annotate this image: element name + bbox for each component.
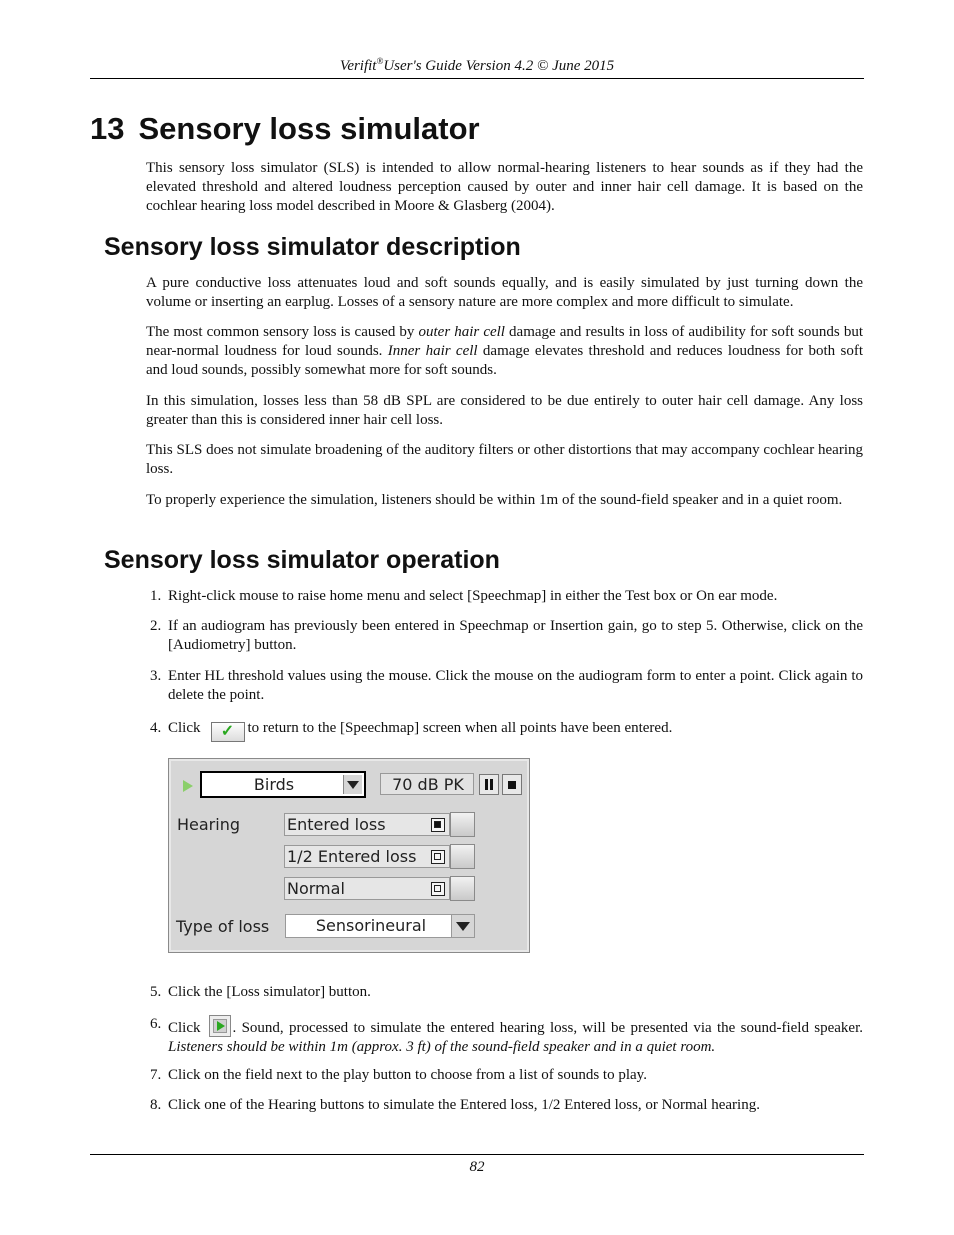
- page-number: 82: [469, 1159, 485, 1175]
- description-paragraph-3: In this simulation, losses less than 58 dB SPL are considered to be due entirely to outer hair cell damage. Any loss greater than this is considered inner hair cell loss.: [146, 393, 863, 428]
- hearing-option-half-entered-loss[interactable]: 1/2 Entered loss: [284, 845, 450, 868]
- hearing-button-entered-loss[interactable]: [450, 812, 475, 837]
- chevron-down-icon[interactable]: [451, 915, 474, 937]
- pause-button[interactable]: [479, 774, 499, 795]
- description-paragraph-1: A pure conductive loss attenuates loud and soft sounds equally, and is easily simulated by just turning down the volume or inserting an earplug. Losses of a sensory nature are more complex and more difficult to simulate.: [146, 275, 863, 310]
- chapter-title-text: Sensory loss simulator: [138, 111, 480, 146]
- chevron-down-icon[interactable]: [343, 775, 362, 794]
- sound-select[interactable]: [200, 771, 366, 798]
- hearing-button-normal[interactable]: [450, 876, 475, 901]
- term-inner-hair-cell: Inner hair cell: [387, 343, 478, 359]
- description-paragraph-5: To properly experience the simulation, listeners should be within 1m of the sound-field speaker and in a quiet room.: [146, 492, 843, 508]
- term-outer-hair-cell: outer hair cell: [418, 324, 505, 340]
- step-2: 2. If an audiogram has previously been entered in Speechmap or Insertion gain, go to step 5. Otherwise, click on the [Audiometry] button.: [150, 618, 863, 653]
- registered-mark: ®: [376, 56, 384, 66]
- loss-simulator-panel: [168, 758, 530, 953]
- step-4: 4. Click ✓ to return to the [Speechmap] screen when all points have been entered.: [150, 720, 673, 740]
- step-1: 1. Right-click mouse to raise home menu and select [Speechmap] in either the Test box or On ear mode.: [150, 588, 778, 604]
- description-paragraph-4: This SLS does not simulate broadening of the auditory filters or other distortions that may accompany cochlear hearing loss.: [146, 442, 863, 477]
- sound-select-value: Birds: [253, 775, 295, 794]
- header-rule: [90, 78, 864, 79]
- play-icon[interactable]: [178, 776, 198, 796]
- radio-selected-icon: [431, 818, 445, 832]
- step-6: 6. Click . Sound, processed to simulate the entered hearing loss, will be presented via the sound-field speaker. Listeners should be within 1m (approx. 3 ft) of the sound-field speaker and in a quiet room.: [150, 1016, 863, 1055]
- type-of-loss-select[interactable]: Sensorineural: [285, 914, 475, 938]
- accept-check-icon: ✓: [211, 722, 245, 742]
- header-brand: Verifit: [339, 58, 377, 74]
- intro-paragraph: This sensory loss simulator (SLS) is intended to allow normal-hearing listeners to hear sounds as if they had the elevated threshold and altered loudness perception caused by outer and inner hair cell damage. It is based on the cochlear hearing loss model described in Moore & Glasberg (2004).: [146, 160, 863, 214]
- description-heading: Sensory loss simulator description: [104, 233, 521, 261]
- chapter-title: [90, 111, 480, 147]
- description-paragraph-2: The most common sensory loss is caused by outer hair cell damage and results in loss of audibility for soft sounds but near-normal loudness for loud sounds. Inner hair cell damage elevates threshold and reduces loudness for both soft and loud sounds, possibly somewhat more for soft sounds.: [146, 324, 864, 378]
- hearing-option-entered-loss[interactable]: Entered loss: [284, 813, 450, 836]
- stop-button[interactable]: [502, 774, 522, 795]
- radio-unselected-icon: [431, 850, 445, 864]
- hearing-button-half-entered-loss[interactable]: [450, 844, 475, 869]
- hearing-label: Hearing: [177, 815, 240, 834]
- radio-unselected-icon: [431, 882, 445, 896]
- chapter-number: 13: [90, 111, 125, 146]
- footer-rule: [90, 1154, 864, 1155]
- type-of-loss-label: Type of loss: [176, 917, 270, 936]
- step-5: 5. Click the [Loss simulator] button.: [150, 984, 371, 1000]
- header-text: User's Guide Version 4.2 © June 2015: [383, 58, 615, 74]
- operation-heading: Sensory loss simulator operation: [104, 546, 500, 574]
- hearing-option-normal[interactable]: Normal: [284, 877, 450, 900]
- step-7: 7. Click on the field next to the play button to choose from a list of sounds to play.: [150, 1067, 647, 1083]
- running-header: [90, 56, 864, 75]
- level-display: 70 dB PK: [380, 773, 474, 795]
- play-button-icon: [209, 1015, 231, 1037]
- step-8: 8. Click one of the Hearing buttons to simulate the Entered loss, 1/2 Entered loss, or Normal hearing.: [150, 1097, 760, 1113]
- step-3: 3. Enter HL threshold values using the mouse. Click the mouse on the audiogram form to enter a point. Click again to delete the point.: [150, 668, 863, 703]
